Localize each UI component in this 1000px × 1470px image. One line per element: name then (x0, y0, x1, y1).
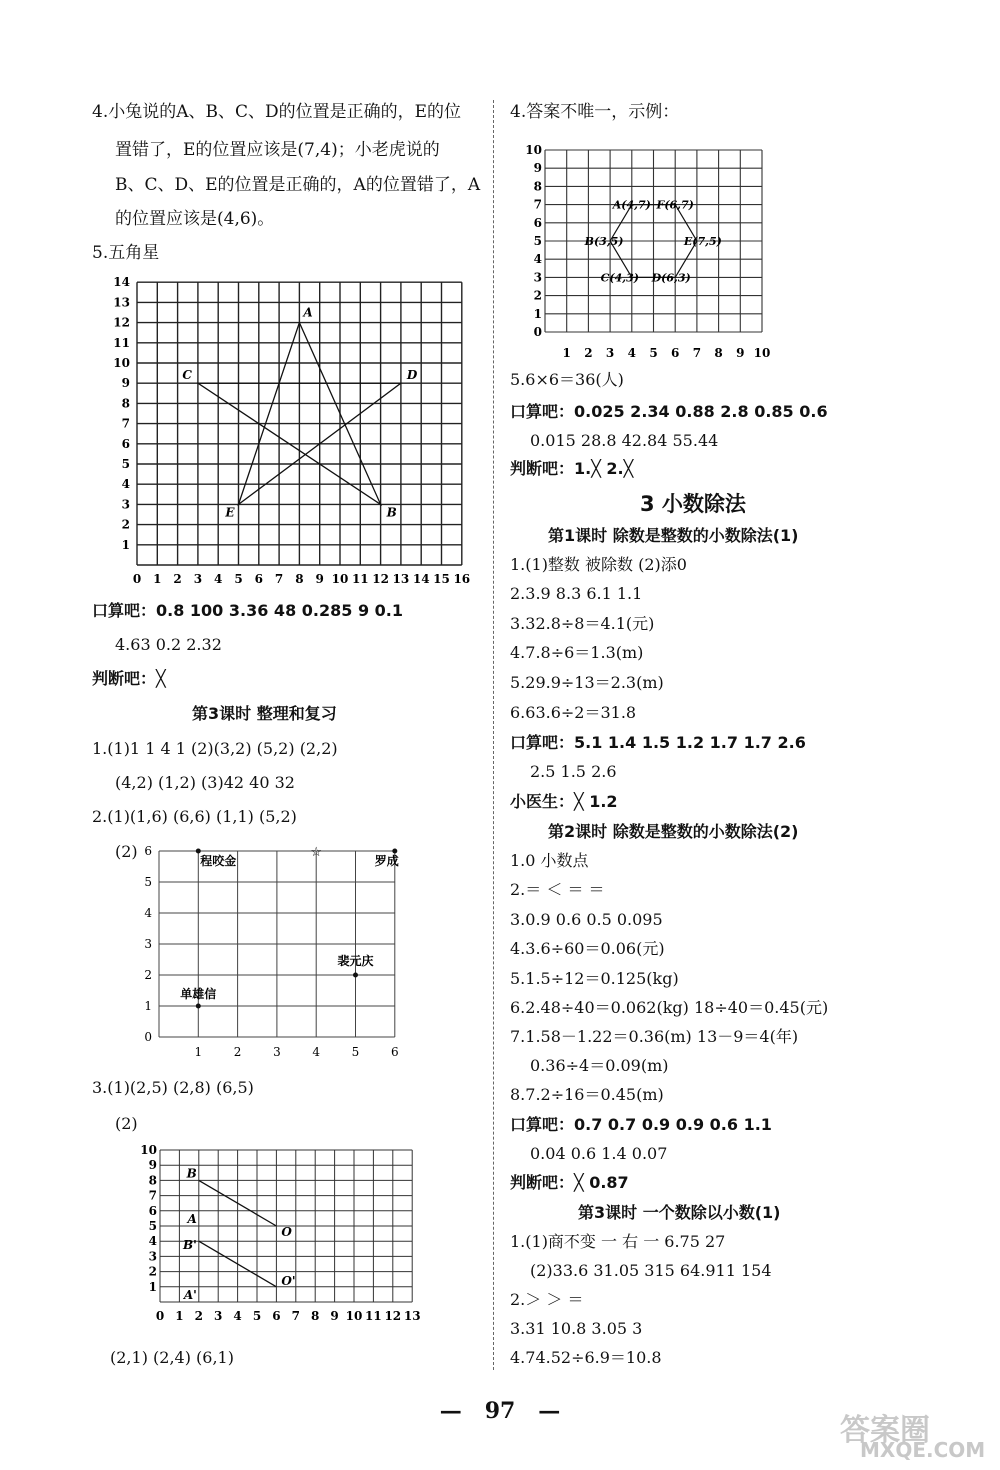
star-y-tick: 2 (121, 517, 130, 532)
r-kousuan-3-line-2: 0.04 0.6 1.4 0.07 (530, 1144, 668, 1163)
r-q5: 5.6×6＝36(人) (510, 370, 624, 389)
hex-y-tick: 0 (533, 325, 542, 339)
map-point-label: 罗成 (374, 854, 399, 868)
trans-y-tick: 8 (148, 1173, 157, 1188)
star-y-tick: 14 (113, 275, 130, 290)
star-x-tick: 14 (412, 572, 430, 586)
hex-point-label: C(4,3) (600, 271, 639, 285)
hex-x-tick: 8 (714, 346, 723, 360)
l2-line-4: 4.3.6÷60＝0.06(元) (510, 939, 665, 958)
l2-line-7: 7.1.58－1.22＝0.36(m) 13－9＝4(年) (510, 1027, 799, 1046)
map-x-tick: 3 (273, 1045, 281, 1059)
trans-y-tick: 10 (140, 1143, 157, 1157)
star-y-tick: 3 (121, 497, 130, 512)
map-point-label: 裴元庆 (337, 954, 374, 968)
r-q4: 4.答案不唯一，示例： (510, 102, 680, 122)
trans-x-tick: 11 (365, 1309, 382, 1323)
watermark-url: MXQE.COM (860, 1438, 986, 1462)
trans-y-tick: 2 (148, 1264, 157, 1279)
l1-line-4: 4.7.8÷6＝1.3(m) (510, 643, 644, 662)
star-point-label: C (182, 368, 192, 383)
hex-x-tick: 6 (671, 346, 680, 360)
hex-point-label: B(3,5) (584, 235, 624, 248)
hex-point-label: F(6,7) (656, 198, 694, 212)
star-x-tick: 0 (132, 572, 142, 586)
trans-point-label: O (281, 1225, 292, 1239)
l1-line-5: 5.29.9÷13＝2.3(m) (510, 673, 664, 692)
star-y-tick: 11 (113, 335, 130, 350)
trans-point-label: A' (183, 1287, 197, 1302)
r-kousuan-1-line-1: 口算吧：0.025 2.34 0.88 2.8 0.85 0.6 (510, 402, 828, 421)
map-y-tick: 3 (144, 937, 152, 951)
page-number: 97 (484, 1398, 516, 1424)
map-y-tick: 6 (144, 844, 152, 858)
map-x-tick: 6 (390, 1045, 399, 1059)
l1-line-3: 3.32.8÷8＝4.1(元) (510, 614, 655, 633)
q1-line-2: (4,2) (1,2) (3)42 40 32 (115, 773, 295, 792)
hex-x-tick: 9 (736, 346, 745, 360)
trans-y-tick: 5 (148, 1219, 157, 1233)
star-y-tick: 8 (121, 396, 130, 411)
l1-line-1: 1.(1)整数 被除数 (2)添0 (510, 555, 687, 574)
l2-line-2: 2.＝ ＜ ＝ ＝ (510, 880, 605, 899)
hex-point-label: E(7,5) (683, 235, 722, 248)
l2-line-5: 5.1.5÷12＝0.125(kg) (510, 969, 679, 988)
l3-line-2: (2)33.6 31.05 315 64.911 154 (530, 1261, 772, 1280)
star-y-tick: 10 (113, 356, 130, 370)
star-x-tick: 10 (331, 572, 349, 586)
trans-x-tick: 9 (330, 1309, 339, 1323)
star-y-tick: 4 (121, 477, 130, 492)
trans-point-label: O' (281, 1273, 296, 1288)
star-x-tick: 1 (153, 572, 162, 586)
l2-line-6: 6.2.48÷40＝0.062(kg) 18÷40＝0.45(元) (510, 998, 829, 1017)
l1-title: 第1课时 除数是整数的小数除法(1) (548, 526, 799, 545)
map-y-tick: 2 (144, 968, 152, 982)
star-x-tick: 11 (351, 572, 369, 586)
star-x-tick: 3 (193, 572, 203, 586)
q5-title: 5.五角星 (92, 243, 160, 263)
trans-x-tick: 6 (272, 1309, 281, 1323)
q4-line-3: B、C、D、E的位置是正确的，A的位置错了，A (115, 175, 481, 195)
q3-answer: (2,1) (2,4) (6,1) (110, 1348, 234, 1367)
r-panduan-1: 判断吧：1.╳ 2.╳ (510, 459, 634, 478)
map-x-tick: 2 (233, 1045, 242, 1059)
watermark-logo: 答案圈 (840, 1413, 930, 1448)
trans-y-tick: 9 (148, 1158, 157, 1173)
l2-line-8: 0.36÷4＝0.09(m) (530, 1056, 669, 1075)
map-y-tick: 5 (144, 875, 152, 889)
map-y-tick: 0 (144, 1030, 152, 1044)
star-x-tick: 7 (274, 572, 284, 586)
star-x-tick: 4 (214, 572, 223, 586)
r-kousuan-2-line-2: 2.5 1.5 2.6 (530, 762, 617, 781)
l2-title: 第2课时 除数是整数的小数除法(2) (548, 822, 799, 841)
star-x-tick: 13 (392, 572, 410, 586)
hex-x-tick: 3 (605, 346, 615, 360)
trans-x-tick: 3 (214, 1309, 223, 1323)
l3-title: 第3课时 一个数除以小数(1) (578, 1203, 781, 1222)
hex-y-tick: 6 (533, 215, 542, 230)
dash-right: — (538, 1398, 561, 1424)
hex-y-tick: 7 (533, 197, 542, 212)
map-x-tick: 1 (194, 1045, 203, 1059)
trans-x-tick: 5 (252, 1309, 262, 1323)
hex-x-tick: 7 (692, 346, 702, 360)
map-point-label: 程咬金 (200, 854, 237, 868)
l3-line-3: 2.＞ ＞ ＝ (510, 1290, 584, 1309)
panduan-1: 判断吧：╳ (92, 669, 166, 688)
l1-line-2: 2.3.9 8.3 6.1 1.1 (510, 584, 643, 603)
trans-x-tick: 2 (194, 1309, 203, 1323)
trans-x-tick: 10 (345, 1309, 363, 1323)
q3-line: 3.(1)(2,5) (2,8) (6,5) (92, 1078, 254, 1097)
trans-point-label: B' (182, 1238, 197, 1253)
hex-x-tick: 10 (753, 346, 771, 360)
trans-x-tick: 4 (233, 1309, 242, 1323)
q2-sub: (2) (115, 842, 138, 861)
trans-point-label: A (187, 1212, 197, 1226)
trans-y-tick: 7 (148, 1188, 157, 1203)
kousuan-1-line-1: 口算吧：0.8 100 3.36 48 0.285 9 0.1 (92, 601, 403, 620)
hex-y-tick: 4 (533, 252, 542, 267)
hex-point-label: D(6,3) (651, 271, 691, 285)
map-point-label: 单雄信 (180, 987, 217, 1001)
l2-line-9: 8.7.2÷16＝0.45(m) (510, 1085, 664, 1104)
star-x-tick: 5 (234, 572, 243, 586)
l3-line-5: 4.74.52÷6.9＝10.8 (510, 1348, 662, 1367)
star-y-tick: 6 (121, 436, 130, 451)
kousuan-1-line-2: 4.63 0.2 2.32 (115, 635, 222, 654)
l2-line-1: 1.0 小数点 (510, 851, 589, 870)
q4-line-1: 4.小兔说的A、B、C、D的位置是正确的，E的位 (92, 102, 462, 122)
l3-line-4: 3.31 10.8 3.05 3 (510, 1319, 643, 1338)
star-y-tick: 5 (121, 457, 130, 471)
q4-line-2: 置错了，E的位置应该是(7,4)；小老虎说的 (115, 140, 440, 160)
map-y-tick: 4 (144, 906, 152, 920)
hex-x-tick: 4 (627, 346, 636, 360)
star-x-tick: 6 (254, 572, 263, 586)
hex-y-tick: 2 (533, 288, 542, 303)
hex-x-tick: 2 (584, 346, 593, 360)
star-x-tick: 15 (433, 572, 450, 586)
hex-y-tick: 1 (533, 306, 542, 321)
q1-line-1: 1.(1)1 1 4 1 (2)(3,2) (5,2) (2,2) (92, 739, 338, 758)
star-point-label: E (225, 505, 235, 520)
lesson-3-title: 第3课时 整理和复习 (192, 704, 337, 723)
l2-line-3: 3.0.9 0.6 0.5 0.095 (510, 910, 663, 929)
hex-y-tick: 5 (533, 234, 542, 248)
star-point-label: D (406, 368, 418, 383)
trans-x-tick: 12 (384, 1309, 402, 1323)
hex-x-tick: 1 (562, 346, 571, 360)
star-y-tick: 13 (113, 295, 130, 310)
trans-point-label: B (186, 1166, 197, 1181)
star-y-tick: 9 (121, 376, 130, 391)
q4-line-4: 的位置应该是(4,6)。 (115, 209, 275, 229)
star-x-tick: 8 (295, 572, 304, 586)
dash-left: — (439, 1398, 462, 1424)
unit-title: 3 小数除法 (640, 492, 746, 516)
r-panduan-2: 判断吧：╳ 0.87 (510, 1173, 629, 1192)
map-y-tick: 1 (144, 999, 152, 1013)
star-y-tick: 1 (121, 537, 130, 552)
star-y-tick: 12 (113, 315, 130, 330)
trans-y-tick: 1 (148, 1279, 157, 1294)
star-x-tick: 2 (173, 572, 182, 586)
r-kousuan-1-line-2: 0.015 28.8 42.84 55.44 (530, 431, 719, 450)
trans-y-tick: 3 (148, 1249, 157, 1264)
hexagon-chart (0, 0, 1000, 370)
hex-y-tick: 9 (533, 161, 542, 176)
r-kousuan-3-line-1: 口算吧：0.7 0.7 0.9 0.9 0.6 1.1 (510, 1115, 772, 1134)
trans-x-tick: 13 (403, 1309, 421, 1323)
hex-x-tick: 5 (649, 346, 658, 360)
q2-line: 2.(1)(1,6) (6,6) (1,1) (5,2) (92, 807, 297, 826)
star-y-tick: 7 (121, 416, 130, 431)
trans-x-tick: 7 (291, 1309, 300, 1323)
r-kousuan-2-line-1: 口算吧：5.1 1.4 1.5 1.2 1.7 1.7 2.6 (510, 733, 806, 752)
star-x-tick: 9 (315, 572, 324, 586)
star-point-label: A (303, 305, 313, 320)
star-x-tick: 12 (372, 572, 389, 586)
trans-x-tick: 8 (311, 1309, 320, 1323)
trans-x-tick: 1 (175, 1309, 184, 1323)
map-x-tick: 4 (312, 1045, 321, 1059)
trans-x-tick: 0 (155, 1309, 165, 1323)
hex-y-tick: 3 (533, 270, 542, 285)
doctor: 小医生：╳ 1.2 (510, 792, 618, 811)
map-x-tick: 5 (351, 1045, 360, 1059)
star-point-label: B (386, 505, 397, 520)
l3-line-1: 1.(1)商不变 一 右 一 6.75 27 (510, 1232, 726, 1251)
q3-sub: (2) (115, 1114, 138, 1133)
star-mark-icon: ☆ (310, 845, 323, 860)
hex-y-tick: 8 (533, 179, 542, 194)
l1-line-6: 6.63.6÷2＝31.8 (510, 703, 637, 722)
hex-y-tick: 10 (525, 143, 542, 157)
trans-y-tick: 6 (148, 1203, 157, 1218)
trans-y-tick: 4 (148, 1234, 157, 1249)
star-x-tick: 16 (453, 572, 471, 586)
hex-point-label: A(4,7) (612, 198, 651, 212)
